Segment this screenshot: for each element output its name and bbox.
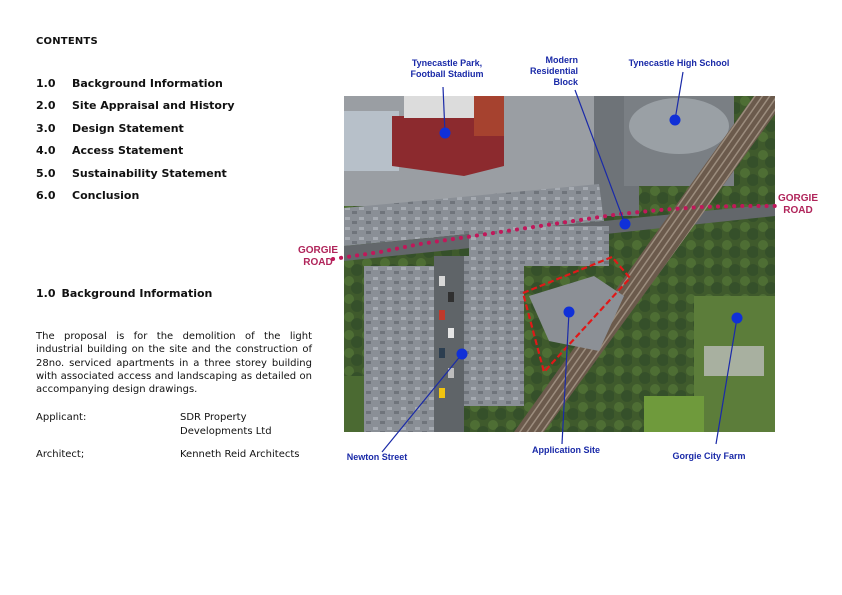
toc-item-title: Design Statement xyxy=(72,121,184,135)
toc-item-title: Sustainability Statement xyxy=(72,166,227,180)
toc-item-title: Site Appraisal and History xyxy=(72,99,235,113)
label-gorgie-road-right: GORGIE ROAD xyxy=(777,193,818,216)
toc-item-title: Background Information xyxy=(72,77,223,90)
contents-heading: CONTENTS xyxy=(36,36,98,47)
toc-item-number: 2.0 xyxy=(36,99,56,113)
label-gorgie-city-farm: Gorgie City Farm xyxy=(672,451,746,461)
applicant-value: SDR Property Developments Ltd xyxy=(180,412,272,437)
section-number: 1.0 xyxy=(36,287,56,300)
label-modern-residential: Modern Residential Block xyxy=(529,55,578,87)
label-tynecastle-high: Tynecastle High School xyxy=(628,58,730,68)
background-paragraph: The proposal is for the demolition of the light industrial building on the site and the construction of 28no. serviced apartments in a three storey building with associated access and landscaping as detailed on accompanying design drawings. xyxy=(36,331,312,396)
label-application-site: Application Site xyxy=(531,445,600,455)
toc-item-number: 1.0 xyxy=(36,77,56,90)
applicant-label: Applicant: xyxy=(36,412,87,423)
label-tynecastle-park: Tynecastle Park, Football Stadium xyxy=(410,58,484,79)
architect-value: Kenneth Reid Architects xyxy=(180,449,300,460)
toc-item-number: 5.0 xyxy=(36,166,56,180)
toc-item-title: Conclusion xyxy=(72,188,140,202)
section-heading-background xyxy=(36,287,212,300)
toc-item-number: 3.0 xyxy=(36,121,56,135)
toc-item-title: Access Statement xyxy=(72,144,184,158)
label-newton-street: Newton Street xyxy=(346,452,408,462)
label-gorgie-road-left: GORGIE ROAD xyxy=(297,245,338,268)
architect-label: Architect; xyxy=(36,449,85,460)
toc-item-number: 6.0 xyxy=(36,188,56,202)
aerial-site-photo xyxy=(344,96,775,432)
section-title: Background Information xyxy=(61,287,213,300)
toc-item-number: 4.0 xyxy=(36,144,56,158)
